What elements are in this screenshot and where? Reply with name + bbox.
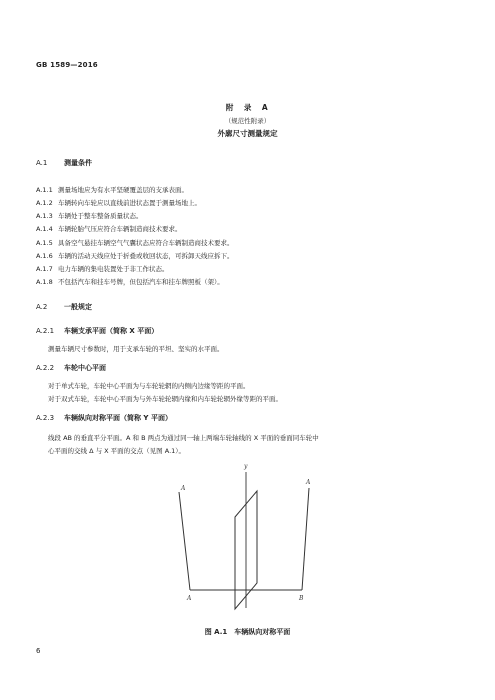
item-number: A.1.1 <box>36 186 53 194</box>
item-number: A.1.5 <box>36 239 53 247</box>
item-text: 车辆的活动天线应处于折叠或收回状态，可拆卸天线应拆下。 <box>58 252 234 260</box>
a23-text-2: 心平面的交线 Δ 与 X 平面的交点（见图 A.1）。 <box>48 447 186 455</box>
item-number: A.1.3 <box>36 212 53 220</box>
a-label-top-left: A <box>181 485 186 492</box>
left-wheel-plane-line <box>179 492 190 590</box>
item-text: 具备空气悬挂车辆空气气囊状态应符合车辆制造商技术要求。 <box>58 239 234 247</box>
b-label-bottom: B <box>299 595 304 602</box>
appendix-subtitle: （规范性附录） <box>224 117 271 125</box>
a23-text-1: 线段 AB 的垂直平分平面。A 和 B 两点为通过同一轴上两端车轮轴线的 X 平面的垂面同车轮中 <box>48 434 319 442</box>
item-text: 不包括汽车和挂车号牌，但包括汽车和挂车牌照板（架）。 <box>58 278 224 286</box>
a22-text-2: 对于双式车轮，车轮中心平面为与外车轮轮辋内缘和内车轮轮辋外缘等距的平面。 <box>48 395 282 403</box>
item-text: 车辆转向车轮应以直线前进状态置于测量场地上。 <box>58 199 201 207</box>
section-title: 车轮中心平面 <box>64 364 106 372</box>
right-wheel-plane-line <box>302 488 309 590</box>
item-number: A.1.7 <box>36 265 53 273</box>
a-label-bottom: A <box>187 595 192 602</box>
section-number: A.1 <box>36 159 48 167</box>
section-number: A.2.1 <box>36 327 55 335</box>
section-number: A.2.3 <box>36 414 55 422</box>
item-text: 测量场地应为有水平坚硬覆盖层的支承表面。 <box>58 186 188 194</box>
item-number: A.1.4 <box>36 225 53 233</box>
item-text: 车辆轮胎气压应符合车辆制造商技术要求。 <box>58 225 182 233</box>
section-title: 测量条件 <box>64 159 92 167</box>
item-number: A.1.6 <box>36 252 53 260</box>
section-title: 一般规定 <box>64 303 92 311</box>
standard-code: GB 1589—2016 <box>36 61 98 69</box>
appendix-title: 附 录 A <box>225 103 270 112</box>
y-label: y <box>244 463 248 470</box>
section-title: 车辆纵向对称平面（简称 Y 平面） <box>64 414 172 422</box>
item-number: A.1.2 <box>36 199 53 207</box>
section-number: A.2.2 <box>36 364 55 372</box>
a21-text: 测量车辆尺寸参数时，用于支承车轮的平坦、坚实的水平面。 <box>48 345 224 353</box>
appendix-heading: 外廓尺寸测量规定 <box>217 129 278 138</box>
item-text: 电力车辆的集电装置处于非工作状态。 <box>58 265 169 273</box>
a-label-top-right: A <box>306 479 311 486</box>
section-number: A.2 <box>36 303 48 311</box>
a22-text-1: 对于单式车轮，车轮中心平面为与车轮轮辋的内侧内边缘等距的平面。 <box>48 382 250 390</box>
item-text: 车辆处于整车整备质量状态。 <box>58 212 143 220</box>
section-title: 车辆支承平面（简称 X 平面） <box>64 327 159 335</box>
page-number: 6 <box>36 647 41 655</box>
item-number: A.1.8 <box>36 278 53 286</box>
figure-caption: 图 A.1 车辆纵向对称平面 <box>204 628 291 636</box>
